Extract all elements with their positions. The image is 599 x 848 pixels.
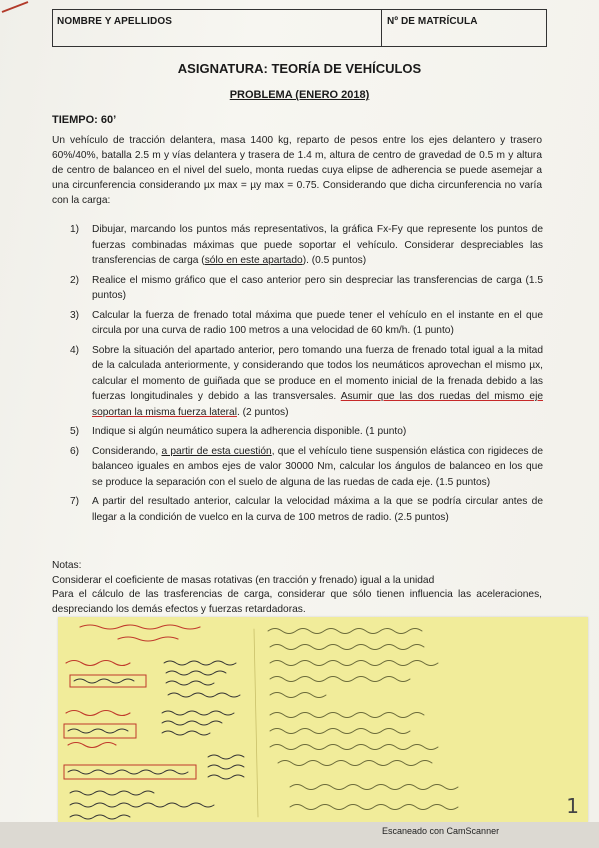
question-text-end: ). (0.5 puntos) (302, 255, 367, 266)
question-4 (70, 343, 543, 421)
question-number: 1) (70, 224, 80, 235)
handwritten-sticky-note (58, 617, 588, 822)
question-text: Sobre la situación del apartado anterior, pero tomando una fuerza de frenado total igual a la mitad de la calculada anteriormente, y considerando que todos los neumáticos aprovechan el mismo µx, calcular el momento de guiñada que se produce en el momento inicial de la frenada debido a las fuerzas longitudinales y debido a las transversales. (92, 344, 543, 402)
question-list (70, 222, 543, 529)
notes-section (52, 559, 542, 617)
question-number: 2) (70, 274, 80, 286)
question-text: Calcular la fuerza de frenado total máxima que puede tener el vehículo en el instante en el que circula por una curva de radio 100 metros a una velocidad de 60 km/h. (1 punto) (92, 309, 543, 336)
question-number: 5) (70, 426, 80, 437)
question-number: 3) (70, 309, 80, 321)
question-5 (70, 424, 543, 440)
question-underlined: sólo en este apartado (204, 255, 303, 266)
scanner-watermark: Escaneado con CamScanner (382, 826, 500, 836)
header-divider (381, 10, 382, 46)
page-title: ASIGNATURA: TEORÍA DE VEHÍCULOS (177, 61, 422, 76)
question-2 (70, 273, 543, 304)
question-7 (70, 494, 543, 525)
question-text: Dibujar, marcando los puntos más representativos, la gráfica Fx-Fy que represente los puntos de fuerzas combinadas máximas que puede soportar el vehículo. Considerar despreciables las transferencias de carga ( (92, 224, 543, 266)
question-number: 6) (70, 445, 80, 457)
header-box (52, 9, 547, 47)
question-1 (70, 222, 543, 269)
question-3 (70, 308, 543, 339)
question-number: 7) (70, 496, 80, 507)
question-underlined: Asumir que las dos ruedas del mismo eje soportan la misma fuerza lateral (92, 391, 544, 418)
question-underlined: a partir de esta cuestión (161, 445, 272, 457)
notes-title: Notas: (52, 560, 82, 571)
notes-line-2: Para el cálculo de las trasferencias de carga, considerar que sólo tienen influencia las aceleraciones, despreciando los demás efectos y fuerzas retardadoras. (52, 589, 542, 615)
question-text: A partir del resultado anterior, calcular la velocidad máxima a la que se podría circular antes de llegar a la condición de vuelco en la curva de 100 metros de radio. (2.5 puntos) (92, 496, 543, 523)
id-label: Nº DE MATRÍCULA (387, 16, 478, 27)
notes-line-1: Considerar el coeficiente de masas rotativas (en tracción y frenado) igual a la unidad (52, 574, 435, 586)
problem-statement: Un vehículo de tracción delantera, masa 1400 kg, reparto de pesos entre los ejes delantero y trasero 60%/40%, batalla 2.5 m y vías delantera y trasera de 1.4 m, altura de centro de gravedad de 0.5 m y altura de centro de balanceo en el nivel del suelo, monta ruedas cuya elipse de adherencia se puede asemejar a una circunferencia considerando µx max = µy max = 0.75. Considerando que dicha circunferencia no varía con la carga: (52, 135, 542, 206)
question-text-end: , que el vehículo tiene suspensión elástica con rigideces de balanceo iguales en ambos ejes de valor 30000 Nm, calcular los ángulos de balanceo en los que se produce la separación con el suelo de alguna de las ruedas de cada eje. (1.5 puntos) (92, 445, 544, 488)
name-label: NOMBRE Y APELLIDOS (57, 16, 172, 27)
question-text: Indique si algún neumático supera la adherencia disponible. (1 punto) (92, 426, 407, 437)
page-number: 1 (566, 794, 579, 818)
question-text: Considerando, (92, 445, 162, 457)
question-number: 4) (70, 344, 80, 356)
pen-mark (0, 0, 40, 20)
page-subtitle: PROBLEMA (ENERO 2018) (229, 89, 370, 101)
time-limit: TIEMPO: 60’ (52, 114, 117, 126)
question-text: Realice el mismo gráfico que el caso anterior pero sin despreciar las transferencias de carga (1.5 puntos) (92, 274, 543, 301)
question-text-end: . (2 puntos) (236, 406, 289, 418)
handwriting-scribble (58, 617, 588, 822)
question-6 (70, 444, 543, 491)
